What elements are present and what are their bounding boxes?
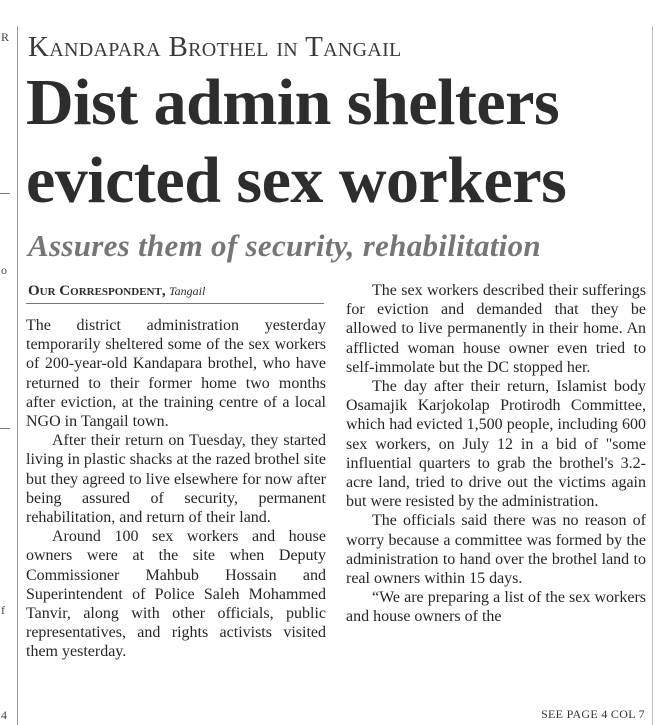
column-divider <box>17 26 18 725</box>
article-paragraph: The officials said there was no reason of worry because a committee was formed by the administration to hand over the brothel land to real owners within 15 days. <box>346 512 646 588</box>
adjacent-column-fragment <box>0 0 16 725</box>
article-paragraph: “We are preparing a list of the sex workers and house owners of the <box>346 589 646 626</box>
kicker: Kandapara Brothel in Tangail <box>28 31 402 63</box>
byline-location: Tangail <box>169 284 206 298</box>
gutter-glyph: 4 <box>1 708 7 722</box>
article-paragraph: After their return on Tuesday, they started living in plastic shacks at the razed brothel site but they agreed to live elsewhere for now after being assured of security, permanent rehabilitation, and return of their land. <box>26 432 326 527</box>
gutter-glyph: R <box>1 30 10 44</box>
gutter-glyph: f <box>1 603 5 617</box>
gutter-tick <box>0 428 10 429</box>
continuation-note: SEE PAGE 4 COL 7 <box>541 707 645 721</box>
headline: Dist admin shelters evicted sex workers <box>26 66 567 217</box>
byline-rule <box>26 303 324 304</box>
article-paragraph: The day after their return, Islamist body Osamajik Karjokolap Protirodh Committee, which had evicted 1,500 people, including 600 sex workers, on July 12 in a bid of "some influential quarters to grab the brothel's 3.2-acre land, tried to drive out the victims again but were resisted by the administration. <box>346 378 646 511</box>
article-paragraph: The district administration yesterday temporarily sheltered some of the sex workers of 200-year-old Kandapara brothel, who have returned to their former home two months after eviction, at the training centre of a local NGO in Tangail town. <box>26 317 326 431</box>
gutter-glyph: o <box>1 263 7 277</box>
article-column-left <box>26 316 326 662</box>
gutter-tick <box>0 193 10 194</box>
byline <box>28 283 205 300</box>
article-column-right <box>346 281 646 627</box>
subheadline: Assures them of security, rehabilitation <box>28 228 541 263</box>
article-paragraph: Around 100 sex workers and house owners were at the site when Deputy Commissioner Mahbub Hossain and Superintendent of Police Saleh Mohammed Tanvir, along with other officials, public representatives, and rights activists visited them yesterday. <box>26 528 326 661</box>
article-paragraph: The sex workers described their sufferings for eviction and demanded that they be allowed to live permanently in their home. An afflicted woman house owner even tried to self-immolate but the DC stopped her. <box>346 282 646 376</box>
byline-name: Our Correspondent, <box>28 283 166 299</box>
